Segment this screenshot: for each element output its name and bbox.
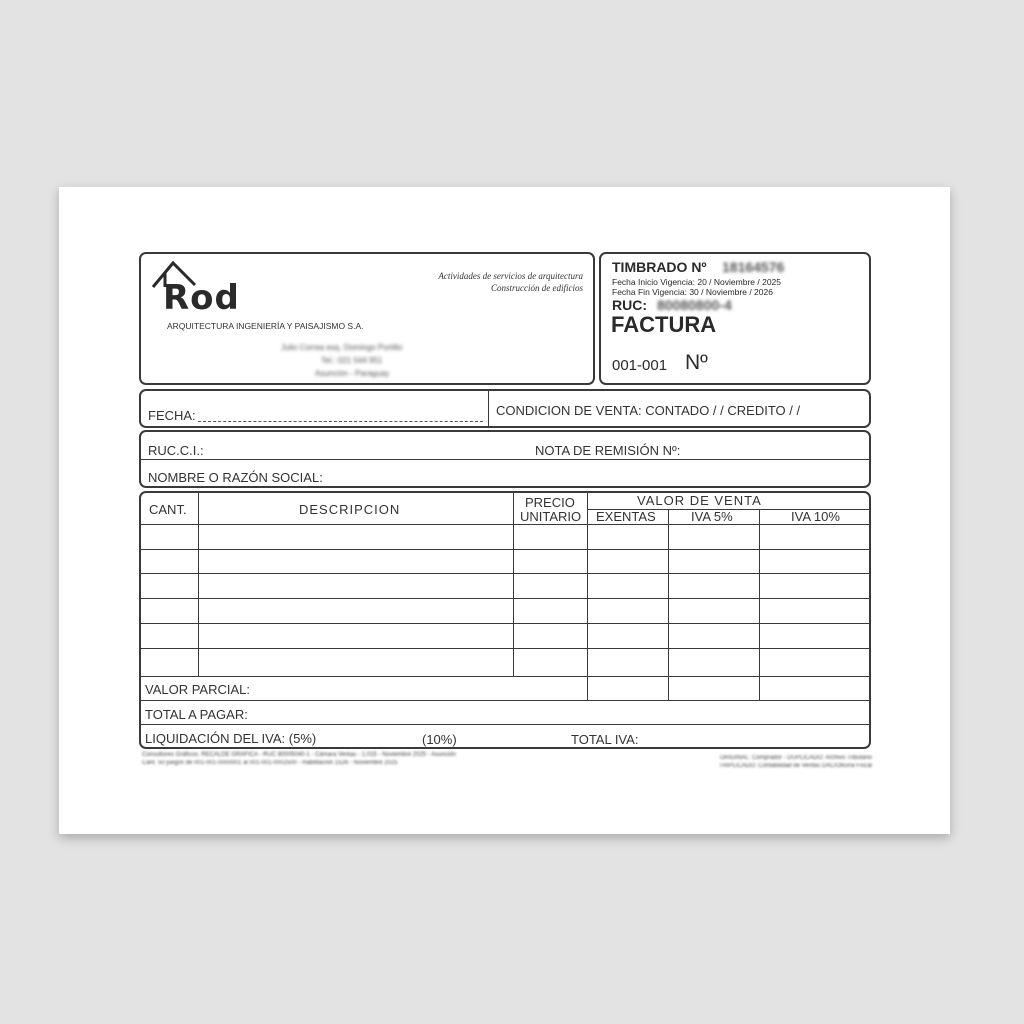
header-precio: PRECIO xyxy=(525,495,575,510)
header-valor-venta: VALOR DE VENTA xyxy=(637,493,762,508)
item-row-line xyxy=(141,648,869,649)
doc-type: FACTURA xyxy=(611,312,717,337)
timbrado-number: 18164576 xyxy=(722,259,785,275)
header-bottom-line xyxy=(141,524,869,525)
vigencia-end: Fecha Fin Vigencia: 30 / Noviembre / 2026 xyxy=(612,287,773,297)
footer-left-2: Cant. 50 juegos de 001-001-0000001 al 001-001-0002500 - Habilitación 1526 - Noviembre 2025 xyxy=(142,760,398,766)
total-iva-label: TOTAL IVA: xyxy=(571,732,639,747)
ruc-ci-label: RUC.C.I.: xyxy=(148,443,204,458)
liquidacion-iva-label: LIQUIDACIÓN DEL IVA: (5%) xyxy=(145,731,317,746)
header-cant: CANT. xyxy=(149,502,187,517)
footer-left-1: Consultores Gráficos: RECALDE GRÁFICA - RUC 80005040-1 - Cámara Ventas - 1.015 - Noviembre 2025 - Asunción xyxy=(142,752,456,758)
cliente-box xyxy=(139,430,871,488)
item-row-line xyxy=(141,598,869,599)
col-line-desc xyxy=(513,493,514,677)
footer-right-1: ORIGINAL: Comprador - DUPLICADO: Archivo Tributario xyxy=(719,755,872,761)
items-bottom-line xyxy=(141,676,869,677)
activity-1: Actividades de servicios de arquitectura xyxy=(438,271,583,281)
company-logo: Rod xyxy=(163,278,240,318)
timbrado-box xyxy=(599,252,871,385)
items-table xyxy=(139,491,871,749)
liquidacion-10-label: (10%) xyxy=(422,732,457,747)
condicion-venta: CONDICION DE VENTA: CONTADO / / CREDITO / / xyxy=(496,403,801,418)
total-bottom-line xyxy=(141,724,869,725)
cliente-divider xyxy=(141,459,869,460)
activity-2: Construcción de edificios xyxy=(491,283,583,293)
col-line-cant xyxy=(198,493,199,677)
valor-parcial-label: VALOR PARCIAL: xyxy=(145,682,250,697)
header-exentas: EXENTAS xyxy=(596,509,656,524)
address-line-3: Asunción - Paraguay xyxy=(315,369,390,378)
header-iva10: IVA 10% xyxy=(791,509,840,524)
ruc-label: RUC: xyxy=(612,297,647,313)
company-subtitle: ARQUITECTURA INGENIERÍA Y PAISAJISMO S.A. xyxy=(167,321,364,331)
total-pagar-label: TOTAL A PAGAR: xyxy=(145,707,248,722)
header-unitario: UNITARIO xyxy=(520,509,582,524)
address-line-1: Julio Correa esq. Domingo Portillo xyxy=(281,343,403,352)
ruc-value: 80080800-4 xyxy=(657,297,732,313)
nota-remision-label: NOTA DE REMISIÓN Nº: xyxy=(535,443,681,458)
vigencia-start: Fecha Inicio Vigencia: 20 / Noviembre / 2025 xyxy=(612,277,781,287)
item-row-line xyxy=(141,549,869,550)
fecha-divider xyxy=(488,391,489,426)
timbrado-label: TIMBRADO Nº xyxy=(612,259,707,275)
fecha-dotted-line xyxy=(198,421,483,422)
col-line-exentas xyxy=(668,509,669,701)
company-box xyxy=(139,252,595,385)
nombre-label: NOMBRE O RAZÓN SOCIAL: xyxy=(148,470,323,485)
header-iva5: IVA 5% xyxy=(691,509,733,524)
fecha-label: FECHA: xyxy=(148,408,196,423)
footer-right-2: TRIPLICADO: Contabilidad de Ventas DAC/Oficina Fiscal xyxy=(718,763,872,769)
number-label: Nº xyxy=(685,351,708,374)
parcial-bottom-line xyxy=(141,700,869,701)
item-row-line xyxy=(141,573,869,574)
fecha-box xyxy=(139,389,871,428)
address-line-2: Tel.: 021 544 951 xyxy=(321,356,383,365)
header-descripcion: DESCRIPCION xyxy=(299,502,401,517)
item-row-line xyxy=(141,623,869,624)
col-line-iva5 xyxy=(759,509,760,701)
series: 001-001 xyxy=(612,357,668,374)
invoice-sheet xyxy=(59,187,950,834)
